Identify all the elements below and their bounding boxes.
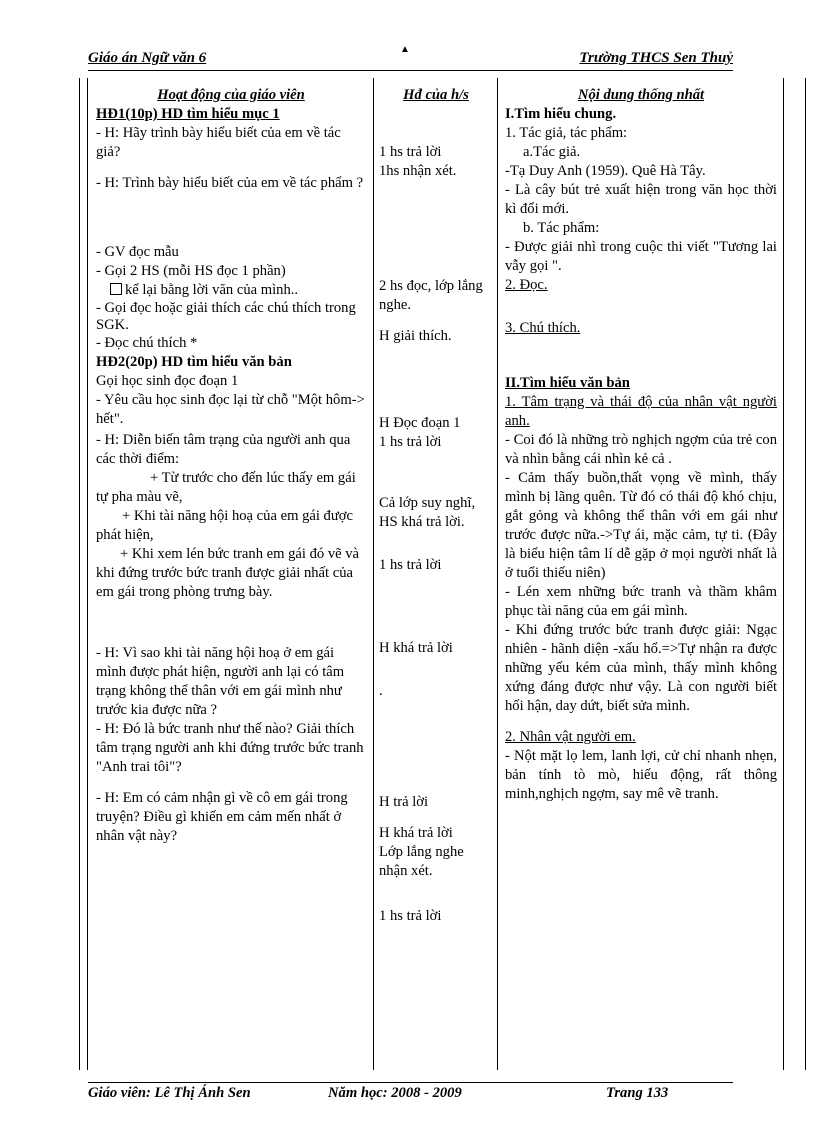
content-line: - Lén xem những bức tranh và thầm khâm phục tài năng của em gái mình. xyxy=(505,584,777,619)
content-line: 2. Đọc. xyxy=(505,277,548,293)
content-line: - Cảm thấy buồn,thất vọng về mình, thấy mình bị lãng quên. Từ đó có thái độ khó chịu, gắt gỏng và không thể thân với em gái như trước được nữa.->Tự ái, mặc cảm, tự ti. (Đây là biểu hiện tâm lí dễ gặp ở mọi người nhất là ở tuổi thiếu niên) xyxy=(505,470,777,581)
page-footer xyxy=(88,1082,733,1104)
teacher-line: - H: Đó là bức tranh như thế nào? Giải thích tâm trạng người anh khi đứng trước bức tranh "Anh trai tôi"? xyxy=(96,721,364,775)
content-line: I.Tìm hiểu chung. xyxy=(505,106,617,122)
footer-year: Năm học: 2008 - 2009 xyxy=(328,1085,462,1101)
content-line: a.Tác giả. xyxy=(523,144,581,160)
student-line: Cả lớp suy nghĩ, HS khá trả lời. xyxy=(379,495,476,530)
header-marker: ▲ xyxy=(400,44,410,55)
checkbox-icon xyxy=(110,283,122,295)
student-line: . xyxy=(379,683,383,699)
student-line: 2 hs đọc, lớp lắng nghe. xyxy=(379,278,483,313)
content-line: 1. Tác giả, tác phẩm: xyxy=(505,125,628,141)
page-header xyxy=(88,44,733,70)
student-line: 1 hs trả lời xyxy=(379,434,442,450)
teacher-line: HĐ1(10p) HD tìm hiểu mục 1 xyxy=(96,106,280,122)
content-line: 3. Chú thích. xyxy=(505,320,581,336)
content-line: - Là cây bút trẻ xuất hiện trong văn học thời kì đổi mới. xyxy=(505,182,777,217)
student-line: H Đọc đoạn 1 xyxy=(379,415,461,431)
content-line: II.Tìm hiểu văn bản xyxy=(505,375,630,391)
teacher-line: - Đọc chú thích * xyxy=(96,335,198,351)
student-line: H trả lời xyxy=(379,794,429,810)
table-border-outer-right xyxy=(805,78,806,1070)
teacher-line: - Gọi 2 HS (mỗi HS đọc 1 phần) xyxy=(96,263,286,279)
student-column xyxy=(379,86,493,926)
content-line: 2. Nhân vật người em. xyxy=(505,729,636,745)
teacher-line: - H: Diễn biến tâm trạng của người anh qua các thời điểm: xyxy=(96,432,351,467)
teacher-line: - H: Trình bày hiểu biết của em về tác phẩm ? xyxy=(96,175,364,191)
teacher-line: - H: Hãy trình bày hiểu biết của em về tác giả? xyxy=(96,125,341,160)
table-border-left xyxy=(87,78,88,1070)
student-line: H giải thích. xyxy=(379,328,452,344)
student-line: 1 hs trả lời xyxy=(379,144,442,160)
teacher-line: + Từ trước cho đến lúc thấy em gái tự pha màu vẽ, xyxy=(96,470,356,505)
teacher-line: + Khi tài năng hội hoạ của em gái được phát hiện, xyxy=(96,508,353,543)
teacher-column xyxy=(96,86,366,846)
content-line: 1. Tâm trạng và thái độ của nhân vật người anh. xyxy=(505,394,777,429)
student-line: H khá trả lời xyxy=(379,640,453,656)
footer-page: Trang 133 xyxy=(606,1085,669,1101)
header-right: Trường THCS Sen Thuỷ xyxy=(579,50,733,66)
header-student: Hđ của h/s xyxy=(403,87,469,103)
teacher-line: - GV đọc mẫu xyxy=(96,244,179,260)
content-line: - Được giải nhì trong cuộc thi viết "Tương lai vẫy gọi ". xyxy=(505,239,777,274)
content-line: - Coi đó là những trò nghịch ngợm của trẻ con và nhìn bằng cái nhìn kẻ cả . xyxy=(505,432,777,467)
table-divider-1 xyxy=(373,78,374,1070)
table-border-outer-left xyxy=(79,78,80,1070)
content-line: - Khi đứng trước bức tranh được giải: Ngạc nhiên - hãnh diện -xấu hổ.=>Tự nhận ra được những yếu kém của mình, thấy mình không xứng đáng được như vậy. Là con người biết hối hận, day dứt, biết sửa mình. xyxy=(505,622,777,714)
content-line: b. Tác phẩm: xyxy=(523,220,600,236)
header-content: Nội dung thống nhất xyxy=(577,87,705,103)
table-divider-2 xyxy=(497,78,498,1070)
header-left: Giáo án Ngữ văn 6 xyxy=(88,50,207,66)
teacher-line: - Gọi đọc hoặc giải thích các chú thích trong SGK. xyxy=(96,300,356,333)
teacher-line: - Yêu cầu học sinh đọc lại từ chỗ "Một hôm-> hết". xyxy=(96,392,365,427)
teacher-line: - H: Vì sao khi tài năng hội hoạ ở em gái mình được phát hiện, người anh lại có tâm trạng không thể thân với em gái mình như trước kia được nữa ? xyxy=(96,645,345,718)
student-line: 1hs nhận xét. xyxy=(379,163,457,179)
footer-rule xyxy=(88,1082,733,1083)
teacher-line: + Khi xem lén bức tranh em gái đó vẽ và khi đứng trước bức tranh được giải nhất của em gái trong phòng trưng bày. xyxy=(96,546,360,600)
teacher-line: Gọi học sinh đọc đoạn 1 xyxy=(96,373,239,389)
content-line: - Nột mặt lọ lem, lanh lợi, cử chỉ nhanh nhẹn, bản tính tò mò, hiếu động, rất thông minh,nghịch ngợm, say mê vẽ tranh. xyxy=(505,748,777,802)
table-border-right xyxy=(783,78,784,1070)
teacher-line: kể lại bằng lời văn của mình.. xyxy=(96,281,366,300)
header-rule xyxy=(88,70,733,71)
footer-teacher: Giáo viên: Lê Thị Ánh Sen xyxy=(88,1085,251,1101)
student-line: 1 hs trả lời xyxy=(379,557,442,573)
teacher-line: HĐ2(20p) HD tìm hiểu văn bản xyxy=(96,354,292,370)
content-line: -Tạ Duy Anh (1959). Quê Hà Tây. xyxy=(505,163,706,179)
content-column xyxy=(505,86,777,804)
header-teacher: Hoạt động của giáo viên xyxy=(157,87,305,103)
student-line: 1 hs trả lời xyxy=(379,908,442,924)
student-line: Lớp lắng nghe nhận xét. xyxy=(379,844,464,879)
teacher-line: - H: Em có cảm nhận gì về cô em gái trong truyện? Điều gì khiến em cảm mến nhất ở nhân vật này? xyxy=(96,790,348,844)
student-line: H khá trả lời xyxy=(379,825,453,841)
